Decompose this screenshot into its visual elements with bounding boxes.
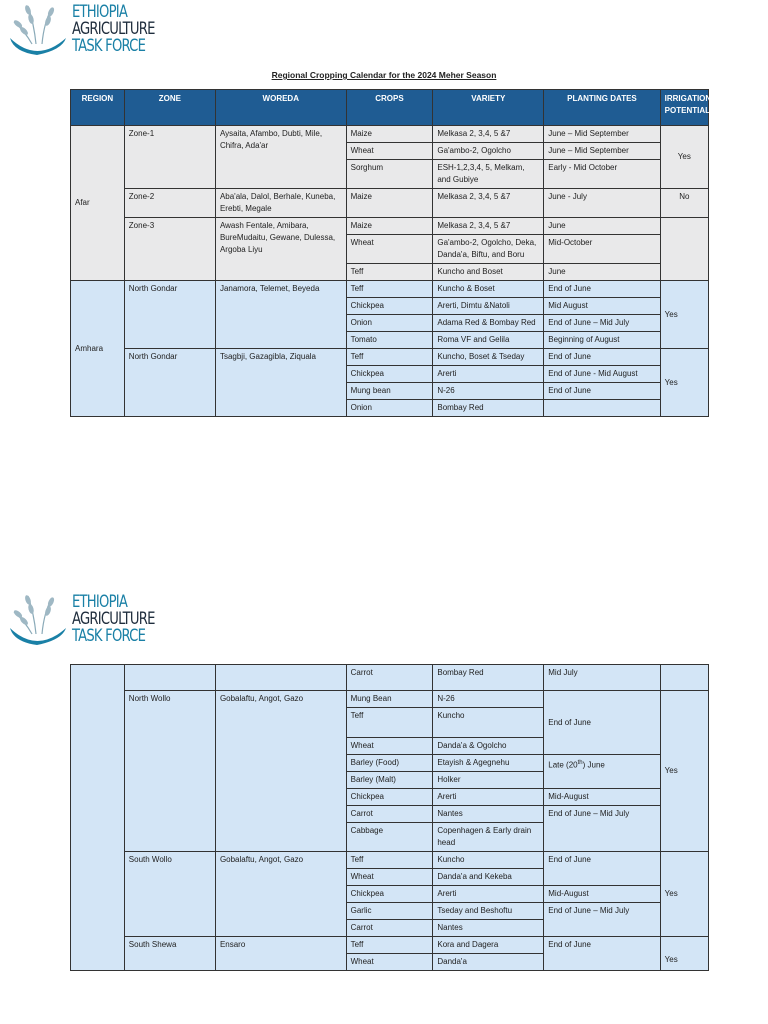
crop-cell: Sorghum [346,160,433,189]
planting-cell: End of June [544,281,660,298]
planting-cell [544,755,660,789]
header-woreda: WOREDA [215,90,346,126]
table-row [71,937,709,954]
irrigation-cell [660,218,708,281]
table-row [71,665,709,691]
organization-logo [6,590,168,648]
crop-cell: Carrot [346,665,433,691]
logo-line-3: TASK FORCE [72,625,146,646]
variety-cell: Kuncho [433,708,544,738]
crop-cell: Teff [346,708,433,738]
zone-cell: South Shewa [124,937,215,971]
crop-cell: Carrot [346,806,433,823]
variety-cell: Bombay Red [433,665,544,691]
region-cell: Afar [71,126,125,281]
variety-cell: Tseday and Beshoftu [433,903,544,920]
document-title: Regional Cropping Calendar for the 2024 Meher Season [271,70,497,80]
crop-cell: Wheat [346,738,433,755]
planting-cell: Mid-August [544,789,660,806]
crop-cell: Teff [346,852,433,869]
planting-cell: June [544,264,660,281]
cropping-calendar-table [70,89,712,417]
logo-line-3: TASK FORCE [72,35,146,56]
planting-cell: June – Mid September [544,143,660,160]
logo-line-2: AGRICULTURE [72,18,155,39]
variety-cell: Ga'ambo-2, Ogolcho [433,143,544,160]
variety-cell: Danda'a [433,954,544,971]
variety-cell: N-26 [433,383,544,400]
variety-cell: Danda'a and Kekeba [433,869,544,886]
variety-cell: Arerti [433,886,544,903]
planting-cell: End of June - Mid August [544,366,660,383]
crop-cell: Chickpea [346,886,433,903]
variety-cell: Danda'a & Ogolcho [433,738,544,755]
variety-cell: Ga'ambo-2, Ogolcho, Deka, Danda'a, Biftu, and Boru [433,235,544,264]
woreda-cell: Gobalaftu, Angot, Gazo [215,852,346,937]
planting-cell: June [544,218,660,235]
crop-cell: Barley (Food) [346,755,433,772]
woreda-cell: Gobalaftu, Angot, Gazo [215,691,346,852]
table-row [71,281,709,298]
irrigation-cell: Yes [660,937,708,971]
woreda-cell: Tsagbji, Gazagibla, Ziquala [215,349,346,417]
zone-cell: North Wollo [124,691,215,852]
irrigation-cell: No [660,189,708,218]
planting-cell: Mid-October [544,235,660,264]
planting-cell: Early - Mid October [544,160,660,189]
zone-cell: North Gondar [124,281,215,349]
variety-cell: Adama Red & Bombay Red [433,315,544,332]
crop-cell: Carrot [346,920,433,937]
variety-cell: Nantes [433,806,544,823]
planting-cell: End of June [544,852,660,886]
variety-cell: Kuncho and Boset [433,264,544,281]
planting-cell: End of June [544,349,660,366]
crop-cell: Barley (Malt) [346,772,433,789]
variety-cell: Arerti [433,366,544,383]
crop-cell: Wheat [346,235,433,264]
variety-cell: N-26 [433,691,544,708]
region-cell [71,665,125,971]
organization-logo [6,0,168,58]
logo-line-1: ETHIOPIA [72,1,128,22]
crop-cell: Tomato [346,332,433,349]
planting-cell: Mid July [544,665,660,691]
zone-cell: Zone-1 [124,126,215,189]
planting-cell [544,400,660,417]
woreda-cell: Janamora, Telemet, Beyeda [215,281,346,349]
crop-cell: Teff [346,264,433,281]
variety-cell: Melkasa 2, 3,4, 5 &7 [433,218,544,235]
crop-cell: Cabbage [346,823,433,852]
woreda-cell: Aysaita, Afambo, Dubti, Mile, Chifra, Ada'ar [215,126,346,189]
table-row [71,852,709,869]
planting-late-superscript: th [577,760,583,766]
crop-cell: Onion [346,400,433,417]
table-row [71,218,709,235]
variety-cell: Melkasa 2, 3,4, 5 &7 [433,126,544,143]
planting-late-suffix: ) June [582,760,605,770]
table-row [71,126,709,143]
planting-cell: Mid-August [544,886,660,903]
table-row [71,189,709,218]
crop-cell: Chickpea [346,298,433,315]
crop-cell: Wheat [346,143,433,160]
table-row [71,691,709,708]
variety-cell: Kuncho [433,852,544,869]
crop-cell: Teff [346,937,433,954]
cropping-calendar-table-continued [70,664,709,971]
variety-cell: Kora and Dagera [433,937,544,954]
variety-cell: Copenhagen & Early drain head [433,823,544,852]
crop-cell: Teff [346,349,433,366]
variety-cell: Arerti, Dimtu &Natoli [433,298,544,315]
variety-cell: Melkasa 2, 3,4, 5 &7 [433,189,544,218]
logo-line-1: ETHIOPIA [72,591,128,612]
header-variety: VARIETY [433,90,544,126]
crop-cell: Maize [346,189,433,218]
planting-cell: End of June [544,937,660,971]
header-region: REGION [71,90,125,126]
planting-cell: Beginning of August [544,332,660,349]
irrigation-cell: Yes [660,852,708,937]
zone-cell: North Gondar [124,349,215,417]
table-row [71,349,709,366]
variety-cell: ESH-1,2,3,4, 5, Melkam, and Gubiye [433,160,544,189]
crop-cell: Chickpea [346,366,433,383]
planting-cell: June - July [544,189,660,218]
variety-cell: Bombay Red [433,400,544,417]
planting-cell: End of June – Mid July [544,315,660,332]
zone-cell: South Wollo [124,852,215,937]
crop-cell: Mung Bean [346,691,433,708]
planting-cell: End of June [544,383,660,400]
crop-cell: Wheat [346,869,433,886]
logo-text [72,1,168,56]
woreda-cell [215,665,346,691]
variety-cell: Nantes [433,920,544,937]
wheat-bowl-icon [6,0,68,58]
header-crops: CROPS [346,90,433,126]
zone-cell: Zone-3 [124,218,215,281]
woreda-cell: Ensaro [215,937,346,971]
woreda-cell: Aba'ala, Dalol, Berhale, Kuneba, Erebti, Megale [215,189,346,218]
irrigation-cell: Yes [660,349,708,417]
irrigation-cell [660,665,708,691]
irrigation-cell: Yes [660,691,708,852]
variety-cell: Holker [433,772,544,789]
planting-cell: End of June [544,691,660,755]
header-zone: ZONE [124,90,215,126]
crop-cell: Wheat [346,954,433,971]
header-irrigation-potential: IRRIGATION POTENTIAL [660,90,708,126]
table-header-row [71,90,709,126]
variety-cell: Kuncho & Boset [433,281,544,298]
crop-cell: Mung bean [346,383,433,400]
planting-cell: Mid August [544,298,660,315]
crop-cell: Maize [346,218,433,235]
variety-cell: Roma VF and Gelila [433,332,544,349]
wheat-bowl-icon [6,590,68,648]
crop-cell: Teff [346,281,433,298]
variety-cell: Kuncho, Boset & Tseday [433,349,544,366]
zone-cell [124,665,215,691]
logo-line-2: AGRICULTURE [72,608,155,629]
region-cell: Amhara [71,281,125,417]
planting-late-prefix: Late (20 [548,760,578,770]
variety-cell: Arerti [433,789,544,806]
crop-cell: Maize [346,126,433,143]
planting-cell: June – Mid September [544,126,660,143]
page-2 [0,590,768,1024]
woreda-cell: Awash Fentale, Amibara, BureMudaitu, Gewane, Dulessa, Argoba Liyu [215,218,346,281]
irrigation-cell: Yes [660,126,708,189]
planting-cell: End of June – Mid July [544,903,660,937]
variety-cell: Etayish & Agegnehu [433,755,544,772]
zone-cell: Zone-2 [124,189,215,218]
planting-cell: End of June – Mid July [544,806,660,852]
header-planting-dates: PLANTING DATES [544,90,660,126]
crop-cell: Onion [346,315,433,332]
logo-text [72,591,168,646]
crop-cell: Chickpea [346,789,433,806]
irrigation-cell: Yes [660,281,708,349]
crop-cell: Garlic [346,903,433,920]
